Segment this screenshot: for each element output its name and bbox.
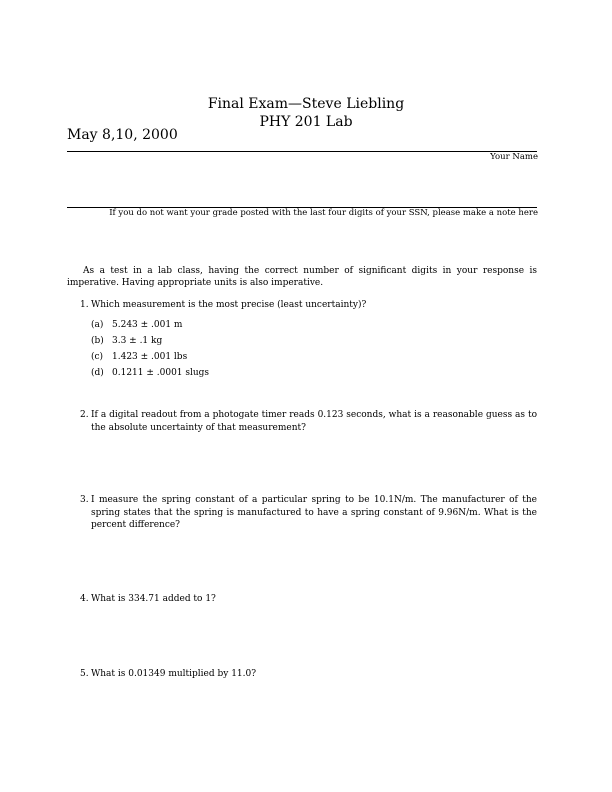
course-title: PHY 201 Lab xyxy=(259,114,353,130)
name-caption: Your Name xyxy=(490,152,538,162)
question-number: 4. xyxy=(80,594,89,604)
choice-d: (d) 0.1211 ± .0001 slugs xyxy=(91,368,210,378)
question-1 xyxy=(67,299,537,312)
question-number: 2. xyxy=(80,410,89,420)
choice-list xyxy=(91,317,209,381)
question-5 xyxy=(67,668,537,681)
choice-a: (a) 5.243 ± .001 m xyxy=(91,320,183,330)
question-2 xyxy=(67,409,537,434)
intro-paragraph: As a test in a lab class, having the correct number of significant digits in your response is imperative. Having appropriate units is also imperative. xyxy=(67,266,537,288)
question-number: 1. xyxy=(80,300,89,310)
question-text: I measure the spring constant of a particular spring to be 10.1N/m. The manufacturer of the spring states that the spring is manufactured to have a spring constant of 9.96N/m. What is the percent difference? xyxy=(91,495,537,530)
name-line xyxy=(67,151,537,152)
question-text: If a digital readout from a photogate timer reads 0.123 seconds, what is a reasonable guess as to the absolute uncertainty of that measurement? xyxy=(91,410,537,433)
exam-date: May 8,10, 2000 xyxy=(67,127,178,143)
exam-title: Final Exam—Steve Liebling xyxy=(207,96,405,112)
question-text: What is 334.71 added to 1? xyxy=(91,594,216,604)
question-text: What is 0.01349 multiplied by 11.0? xyxy=(91,669,257,679)
question-number: 5. xyxy=(80,669,89,679)
choice-c: (c) 1.423 ± .001 lbs xyxy=(91,352,188,362)
choice-b: (b) 3.3 ± .1 kg xyxy=(91,336,163,346)
question-number: 3. xyxy=(80,495,89,505)
question-3 xyxy=(67,494,537,532)
question-text: Which measurement is the most precise (least uncertainty)? xyxy=(91,300,367,310)
question-4 xyxy=(67,593,537,606)
ssn-caption: If you do not want your grade posted with the last four digits of your SSN, please make a note here xyxy=(109,208,538,218)
